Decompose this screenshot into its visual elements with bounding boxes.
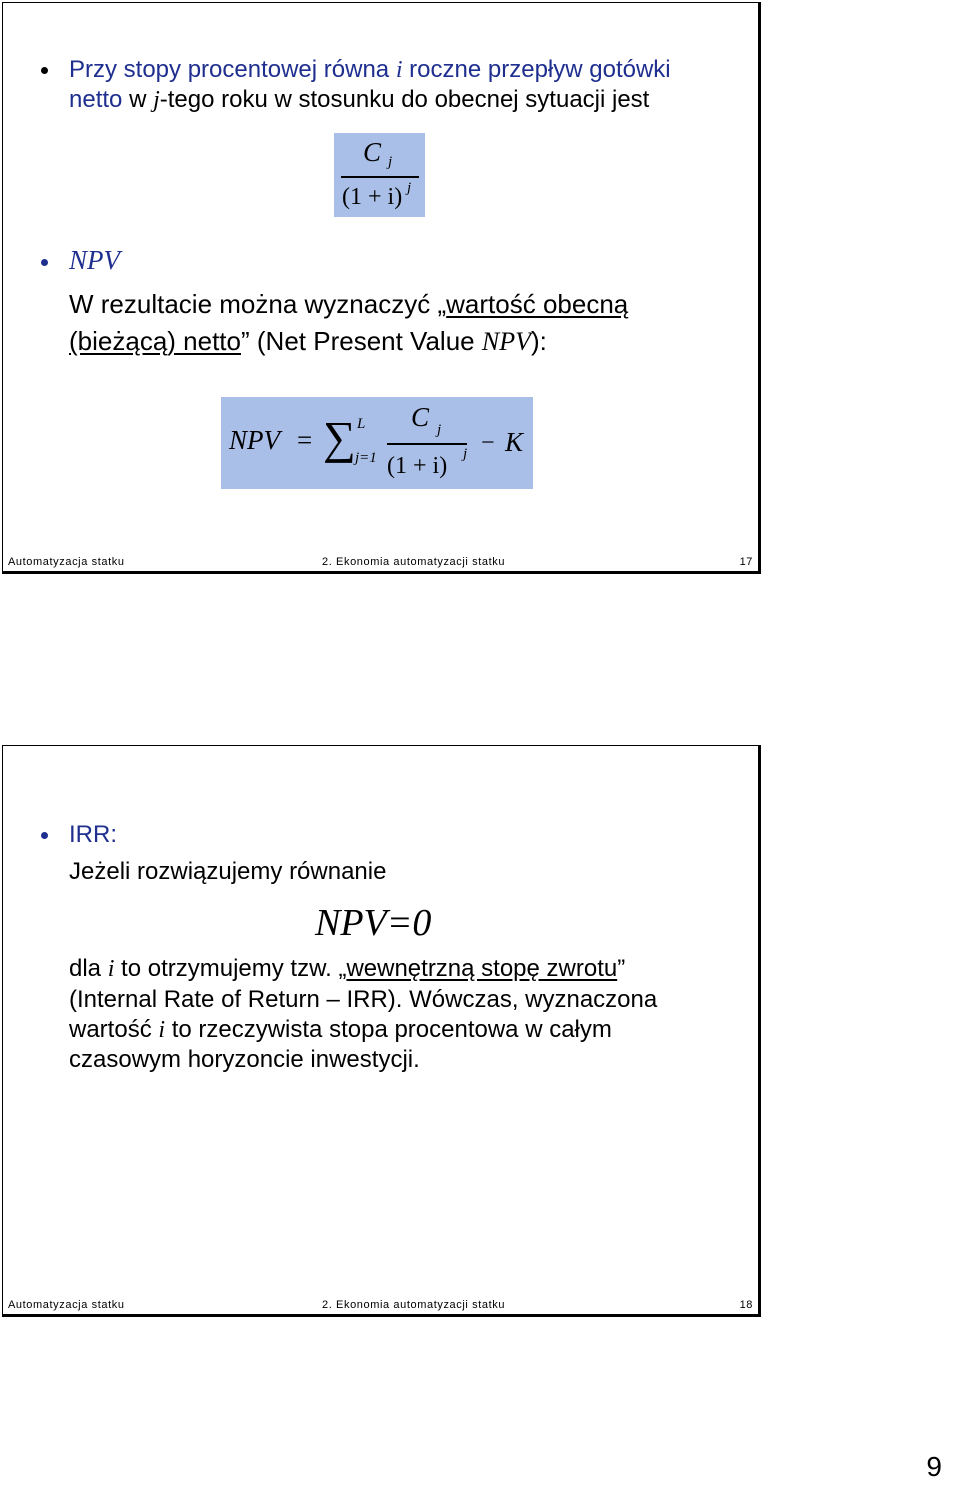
npv-heading: NPV: [69, 245, 120, 275]
bullet-dot: [41, 259, 48, 266]
sigma-symbol: ∑: [323, 412, 356, 463]
formula-discount-factor: C j (1 + i) j: [334, 133, 425, 217]
irr-heading: IRR:: [69, 821, 117, 848]
irr-line-4: (Internal Rate of Return – IRR). Wówczas, wyznaczona: [69, 986, 658, 1013]
slide-footer: Automatyzacja statku 2. Ekonomia automatyzacji statku 17: [8, 556, 753, 568]
slide-18: [2, 745, 761, 1317]
irr-equation: NPV=0: [315, 902, 432, 944]
slide-footer: Automatyzacja statku 2. Ekonomia automatyzacji statku 18: [8, 1299, 753, 1311]
irr-line-1: Jeżeli rozwiązujemy równanie: [69, 858, 387, 885]
slide-number: 18: [739, 1299, 753, 1311]
bullet-1-line-1: Przy stopy procentowej równa i roczne przepływ gotówki: [69, 56, 671, 83]
bullet-2-line-1: W rezultacie można wyznaczyć „wartość obecną: [69, 289, 629, 319]
slide-number: 17: [739, 556, 753, 568]
irr-line-6: czasowym horyzoncie inwestycji.: [69, 1046, 420, 1073]
slide-17: [2, 2, 761, 574]
page-number: 9: [926, 1451, 942, 1482]
fraction-bar: [387, 443, 467, 445]
bullet-dot: [41, 67, 48, 74]
bullet-2-line-2: (bieżącą) netto” (Net Present Value NPV):: [69, 326, 547, 356]
bullet-dot: [41, 832, 48, 839]
irr-line-5: wartość i to rzeczywista stopa procentowa w całym: [69, 1016, 612, 1043]
irr-line-3: dla i to otrzymujemy tzw. „wewnętrzną stopę zwrotu”: [69, 955, 626, 982]
bullet-1-line-2: netto w j-tego roku w stosunku do obecnej sytuacji jest: [69, 86, 650, 113]
formula-npv: NPV = ∑ L j=1 C j (1 + i) j − K: [221, 397, 533, 489]
fraction-bar: [341, 176, 419, 178]
